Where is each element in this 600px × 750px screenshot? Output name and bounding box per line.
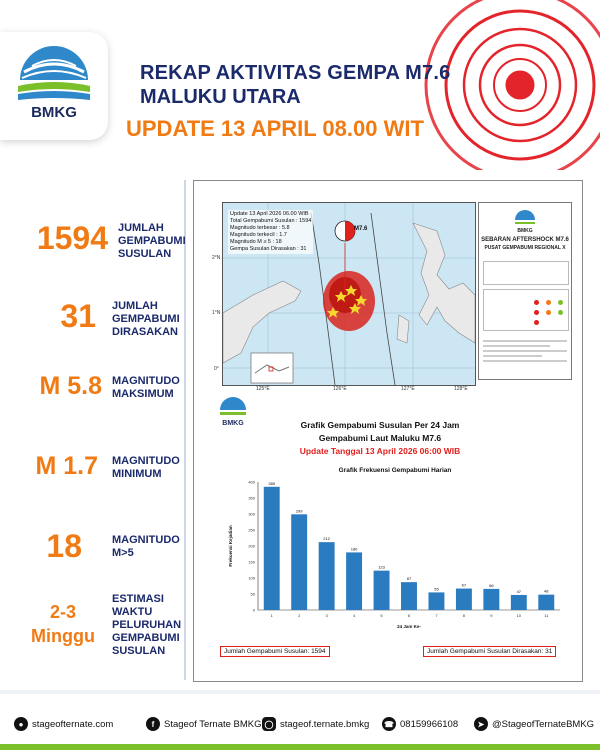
x-tick-label: 5 (380, 613, 383, 618)
footer-telegram[interactable] (474, 717, 594, 731)
y-axis-label: Frekuensi Kejadian (228, 525, 233, 567)
legend-notes (483, 337, 567, 365)
map-info-line: Update 13 April 2026 06.00 WIB (230, 211, 309, 217)
legend-subtitle: PUSAT GEMPABUMI REGIONAL X (484, 245, 566, 251)
update-subtitle: UPDATE 13 APRIL 08.00 WIT (126, 116, 424, 141)
bar-value-label: 87 (406, 576, 412, 582)
legend-title: SEBARAN AFTERSHOCK M7.6 (481, 237, 569, 243)
bar-value-label: 212 (323, 536, 330, 542)
y-tick-label: 50 (250, 591, 255, 597)
globe-icon: ● (14, 717, 28, 731)
footer-accent-bar (0, 744, 600, 750)
bar (374, 571, 390, 610)
y-tick-label: 0 (252, 607, 255, 613)
page-title-line2: MALUKU UTARA (140, 86, 301, 108)
y-tick-label: 250 (248, 527, 255, 533)
bar (456, 589, 472, 610)
footer-facebook-text: Stageof Ternate BMKG (164, 718, 262, 730)
seismic-rings-graphic (420, 0, 600, 170)
phone-icon: ☎ (382, 717, 396, 731)
legend-logo-text: BMKG (517, 228, 533, 234)
lat-label: 1°N (212, 310, 221, 316)
map-info-line: Total Gempabumi Susulan : 1594 (230, 218, 312, 224)
x-tick-label: 8 (462, 613, 466, 618)
bar-value-label: 385 (268, 480, 276, 486)
bmkg-logo-icon (218, 396, 248, 420)
total-aftershocks-box: Jumlah Gempabumi Susulan: 1594 (220, 646, 330, 657)
y-tick-label: 100 (248, 575, 255, 581)
stat-label-max-mag: MAGNITUDO MAKSIMUM (112, 375, 180, 400)
x-tick-label: 1 (270, 613, 273, 618)
map-info-line: Magnitudo M ≥ 5 : 18 (230, 239, 282, 245)
footer-telegram-text: @StageofTernateBMKG (492, 718, 595, 730)
telegram-icon: ➤ (474, 717, 488, 731)
chart-title: Grafik Frekuensi Gempabumi Harian (338, 467, 452, 474)
x-tick-label: 4 (352, 613, 356, 618)
map-info-line: Gempa Susulan Dirasakan : 31 (230, 246, 307, 252)
bar (538, 595, 554, 610)
footer-phone-text: 08159966108 (400, 718, 459, 730)
chart-header-line1: Grafik Gempabumi Susulan Per 24 Jam (300, 420, 460, 430)
stat-value-felt: 31 (60, 298, 96, 334)
chart-header-line2: Gempabumi Laut Maluku M7.6 (318, 433, 442, 443)
map-info-line: Magnitudo terkecil : 1.7 (230, 232, 287, 238)
stat-value-max-mag: M 5.8 (39, 372, 102, 400)
y-tick-label: 350 (248, 495, 255, 501)
map-info-box (228, 210, 313, 254)
bar (291, 514, 307, 610)
instagram-icon: ◯ (262, 717, 276, 731)
stat-label-m5: MAGNITUDO M>5 (112, 534, 180, 559)
footer-divider (0, 690, 600, 694)
y-tick-label: 400 (248, 479, 255, 485)
stat-value-aftershocks: 1594 (36, 220, 108, 256)
bar (428, 592, 444, 610)
chart-header-line3: Update Tanggal 13 April 2026 06:00 WIB (299, 446, 461, 456)
x-tick-label: 6 (407, 613, 411, 618)
bar-value-label: 299 (295, 508, 303, 514)
x-tick-label: 10 (516, 613, 522, 618)
stat-label-min-mag: MAGNITUDO MINIMUM (112, 455, 180, 480)
x-tick-label: 9 (490, 613, 493, 618)
lon-label: 127°E (401, 386, 415, 392)
bar-value-label: 48 (544, 588, 549, 594)
lon-label: 128°E (454, 386, 468, 392)
x-tick-label: 3 (325, 613, 328, 618)
lon-label: 126°E (333, 386, 347, 392)
bar-value-label: 123 (378, 564, 385, 570)
aftershock-bar-chart (222, 462, 568, 632)
y-tick-label: 200 (248, 543, 255, 549)
stat-value-m5: 18 (46, 528, 82, 564)
footer-phone[interactable] (382, 717, 458, 731)
footer-website-text: stageofternate.com (32, 718, 114, 730)
stat-label-decay: ESTIMASI WAKTU PELURUHAN GEMPABUMI SUSULAN (112, 593, 182, 657)
bar-value-label: 55 (434, 586, 439, 592)
mainshock-label: M7.6 (354, 226, 368, 232)
facebook-icon: f (146, 717, 160, 731)
map-info-line: Magnitudo terbesar : 5.8 (230, 225, 290, 231)
bar-value-label: 47 (516, 588, 522, 594)
lon-label: 125°E (256, 386, 270, 392)
footer-website[interactable] (14, 717, 113, 731)
x-tick-label: 2 (298, 613, 301, 618)
bar-value-label: 66 (489, 582, 494, 588)
bar (401, 582, 417, 610)
chart-logo-text: BMKG (222, 420, 244, 427)
bar-value-label: 67 (461, 582, 467, 588)
bmkg-logo-icon (14, 42, 94, 104)
bmkg-logo-icon (513, 209, 537, 227)
bar (319, 542, 335, 610)
x-axis-label: 24 Jam Ke- (397, 624, 421, 629)
footer-facebook[interactable] (146, 717, 262, 731)
bar-value-label: 180 (350, 546, 358, 552)
lat-label: 2°N (212, 255, 221, 261)
y-tick-label: 300 (248, 511, 255, 517)
stat-value-min-mag: M 1.7 (35, 452, 98, 480)
y-tick-label: 150 (248, 559, 255, 565)
footer-instagram[interactable] (262, 717, 369, 731)
bar (511, 595, 527, 610)
bar (346, 552, 362, 610)
bmkg-logo-text: BMKG (31, 104, 77, 121)
footer-instagram-text: stageof.ternate.bmkg (280, 718, 370, 730)
stat-label-aftershocks: JUMLAH GEMPABUMI SUSULAN (118, 222, 186, 260)
aftershock-cluster (323, 243, 375, 331)
stat-label-felt: JUMLAH GEMPABUMI DIRASAKAN (112, 300, 180, 338)
felt-aftershocks-box: Jumlah Gempabumi Susulan Dirasakan: 31 (423, 646, 556, 657)
legend-table (483, 289, 569, 331)
x-tick-label: 11 (544, 613, 549, 618)
x-tick-label: 7 (435, 613, 438, 618)
stat-value-decay: 2-3 Minggu (31, 602, 95, 646)
bar (264, 487, 280, 610)
legend-symbols (483, 261, 569, 285)
map-legend-panel (478, 202, 572, 380)
page-title-line1: REKAP AKTIVITAS GEMPA M7.6 (140, 62, 451, 84)
bar (483, 589, 499, 610)
lat-label: 0° (214, 366, 219, 372)
